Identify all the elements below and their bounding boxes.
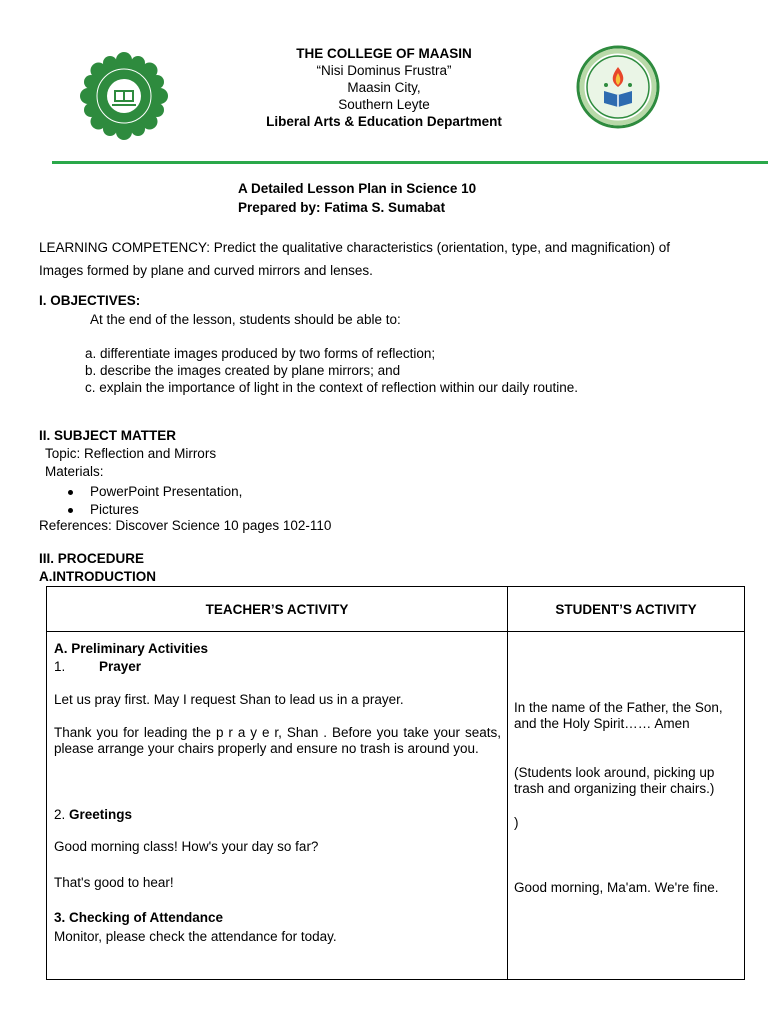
good-to-hear-text: That's good to hear! [54, 875, 174, 890]
material-item: Pictures [90, 502, 139, 517]
materials-label: Materials: [45, 464, 104, 479]
competency-label: LEARNING COMPETENCY: [39, 240, 211, 255]
objectives-heading: I. OBJECTIVES: [39, 293, 141, 308]
college-city: Maasin City, [347, 80, 421, 95]
preliminary-heading: A. Preliminary Activities [54, 641, 209, 656]
materials-list [68, 483, 242, 519]
teacher-column-header: TEACHER’S ACTIVITY [47, 587, 508, 632]
stray-parenthesis: ) [514, 815, 519, 830]
prayer-number: 1. [54, 659, 66, 674]
students-action: (Students look around, picking up trash and organizing their chairs.) [514, 765, 715, 796]
bullet-icon [68, 508, 73, 513]
objective-item: c. explain the importance of light in the context of reflection within our daily routine. [85, 380, 579, 395]
department-name: Liberal Arts & Education Department [266, 114, 502, 129]
objective-item: b. describe the images created by plane mirrors; and [85, 363, 401, 378]
objectives-list [85, 345, 578, 396]
competency-text-cont: Images formed by plane and curved mirrors and lenses. [39, 263, 373, 278]
author-line: Prepared by: Fatima S. Sumabat [238, 200, 446, 215]
title-line: A Detailed Lesson Plan in Science 10 [238, 181, 477, 196]
good-morning-text: Good morning class! How's your day so far? [54, 839, 319, 854]
arrange-chairs-text: Thank you for leading the p r a y e r, Shan . Before you take your seats, please arrange your chairs properly and ensure no trash is around you. [54, 725, 501, 756]
references-line: References: Discover Science 10 pages 102-110 [39, 518, 332, 533]
subject-heading: II. SUBJECT MATTER [39, 428, 177, 443]
attendance-heading: 3. Checking of Attendance [54, 910, 224, 925]
learning-competency [39, 236, 729, 282]
greeting-response: Good morning, Ma'am. We're fine. [514, 880, 719, 895]
institution-header [0, 45, 768, 130]
competency-text: Predict the qualitative characteristics (orientation, type, and magnification) of [213, 240, 671, 255]
attendance-text: Monitor, please check the attendance for today. [54, 929, 337, 944]
objective-item: a. differentiate images produced by two forms of reflection; [85, 346, 436, 361]
student-activity-cell [508, 632, 745, 980]
teacher-activity-cell [47, 632, 508, 980]
prayer-heading: Prayer [99, 659, 142, 674]
student-column-header: STUDENT’S ACTIVITY [508, 587, 745, 632]
college-motto: “Nisi Dominus Frustra” [316, 63, 452, 78]
header-divider [52, 161, 768, 164]
topic-line: Topic: Reflection and Mirrors [45, 446, 217, 461]
amen-response: In the name of the Father, the Son, and the Holy Spirit…… Amen [514, 700, 723, 731]
objectives-intro: At the end of the lesson, students should be able to: [90, 312, 401, 327]
bullet-icon [68, 490, 73, 495]
introduction-heading: A.INTRODUCTION [39, 569, 156, 584]
material-item: PowerPoint Presentation, [90, 484, 243, 499]
greetings-heading: Greetings [69, 807, 133, 822]
procedure-heading: III. PROCEDURE [39, 551, 145, 566]
activity-table [46, 586, 745, 980]
prayer-request: Let us pray first. May I request Shan to lead us in a prayer. [54, 692, 404, 707]
college-province: Southern Leyte [338, 97, 430, 112]
college-name: THE COLLEGE OF MAASIN [296, 46, 472, 61]
greetings-number: 2. [54, 807, 66, 822]
document-title [238, 179, 476, 217]
